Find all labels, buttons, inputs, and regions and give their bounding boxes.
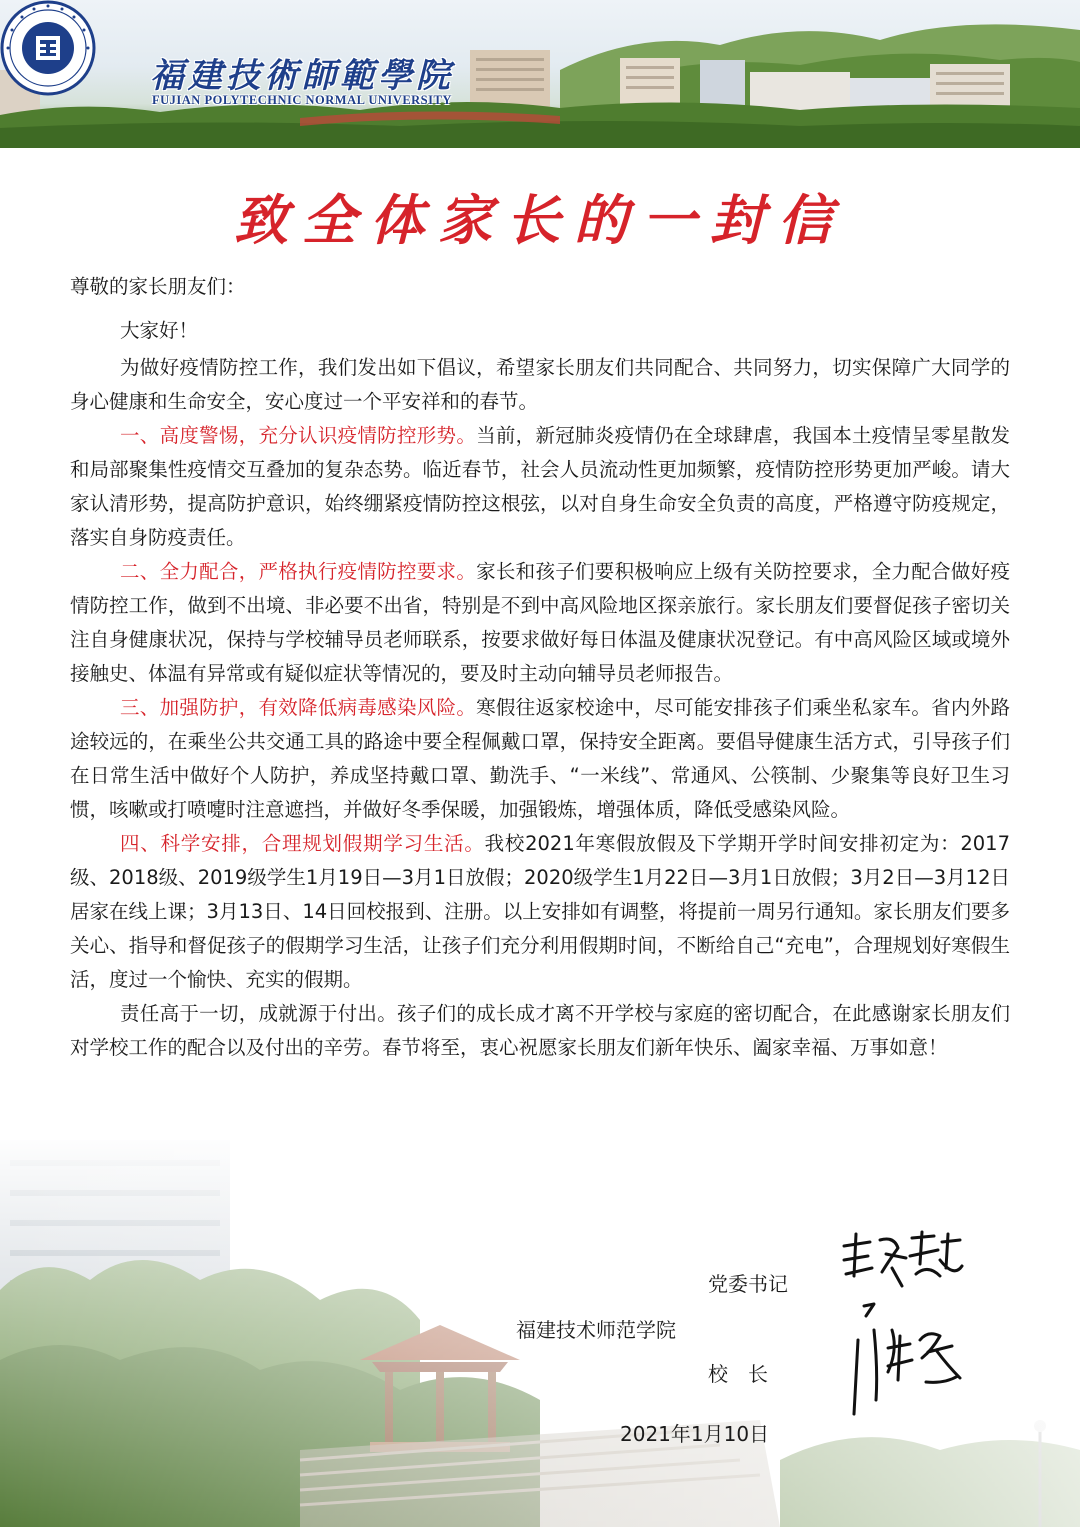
party-secretary-label: 党委书记 <box>708 1272 788 1296</box>
section-heading: 三、加强防护，有效降低病毒感染风险。 <box>120 696 477 719</box>
section-heading: 一、高度警惕，充分认识疫情防控形势。 <box>120 424 477 447</box>
salutation: 尊敬的家长朋友们： <box>70 275 246 298</box>
closing-paragraph: 责任高于一切，成就源于付出。孩子们的成长成才离不开学校与家庭的密切配合，在此感谢家长朋友们对学校工作的配合以及付出的辛劳。春节将至，衷心祝愿家长朋友们新年快乐、阖家幸福、万事如意！ <box>70 1002 1010 1059</box>
letter-date: 2021年1月10日 <box>620 1422 770 1446</box>
section-body: 寒假往返家校途中，尽可能安排孩子们乘坐私家车。省内外路途较远的，在乘坐公共交通工具的路途中要全程佩戴口罩，保持安全距离。要倡导健康生活方式，引导孩子们在日常生活中做好个人防护，养成坚持戴口罩、勤洗手、“一米线”、常通风、公筷制、少聚集等良好卫生习惯，咳嗽或打喷嚏时注意遮挡，并做好冬季保暖，加强锻炼，增强体质，降低受感染风险。 <box>70 696 1010 821</box>
greeting: 大家好！ <box>120 319 199 342</box>
president-label: 校 长 <box>708 1362 768 1386</box>
letter-body <box>70 270 1010 1065</box>
party-secretary-handwritten-signature <box>836 1228 966 1294</box>
school-name-chinese: 福建技術師範學院 <box>150 56 454 96</box>
section-paragraph <box>70 691 1010 827</box>
letter-title: 致全体家长的一封信 <box>234 188 846 252</box>
section-paragraph <box>70 419 1010 555</box>
school-name-english: FUJIAN POLYTECHNIC NORMAL UNIVERSITY <box>152 93 452 107</box>
intro-paragraph: 为做好疫情防控工作，我们发出如下倡议，希望家长朋友们共同配合、共同努力，切实保障广大同学的身心健康和生命安全，安心度过一个平安祥和的春节。 <box>70 356 1010 413</box>
section-body: 当前，新冠肺炎疫情仍在全球肆虐，我国本土疫情呈零星散发和局部聚集性疫情交互叠加的复杂态势。临近春节，社会人员流动性更加频繁，疫情防控形势更加严峻。请大家认清形势，提高防护意识，始终绷紧疫情防控这根弦，以对自身生命安全负责的高度，严格遵守防疫规定，落实自身防疫责任。 <box>70 424 1010 549</box>
president-handwritten-signature <box>848 1300 968 1424</box>
institution-name: 福建技术师范学院 <box>516 1318 676 1342</box>
header-banner <box>0 0 1080 148</box>
section-body: 家长和孩子们要积极响应上级有关防控要求，全力配合做好疫情防控工作，做到不出境、非必要不出省，特别是不到中高风险地区探亲旅行。家长朋友们要督促孩子密切关注自身健康状况，保持与学校辅导员老师联系，按要求做好每日体温及健康状况登记。有中高风险区域或境外接触史、体温有异常或有疑似症状等情况的，要及时主动向辅导员老师报告。 <box>70 560 1010 685</box>
section-paragraph <box>70 827 1010 997</box>
university-seal-logo <box>0 0 96 96</box>
section-paragraph <box>70 555 1010 691</box>
section-body: 我校2021年寒假放假及下学期开学时间安排初定为：2017级、2018级、2019级学生1月19日—3月1日放假；2020级学生1月22日—3月1日放假；3月2日—3月12日居家在线上课；3月13日、14日回校报到、注册。以上安排如有调整，将提前一周另行通知。家长朋友们要多关心、指导和督促孩子的假期学习生活，让孩子们充分利用假期时间，不断给自己“充电”，合理规划好寒假生活，度过一个愉快、充实的假期。 <box>70 832 1010 991</box>
section-heading: 四、科学安排，合理规划假期学习生活。 <box>120 832 485 855</box>
section-heading: 二、全力配合，严格执行疫情防控要求。 <box>120 560 477 583</box>
